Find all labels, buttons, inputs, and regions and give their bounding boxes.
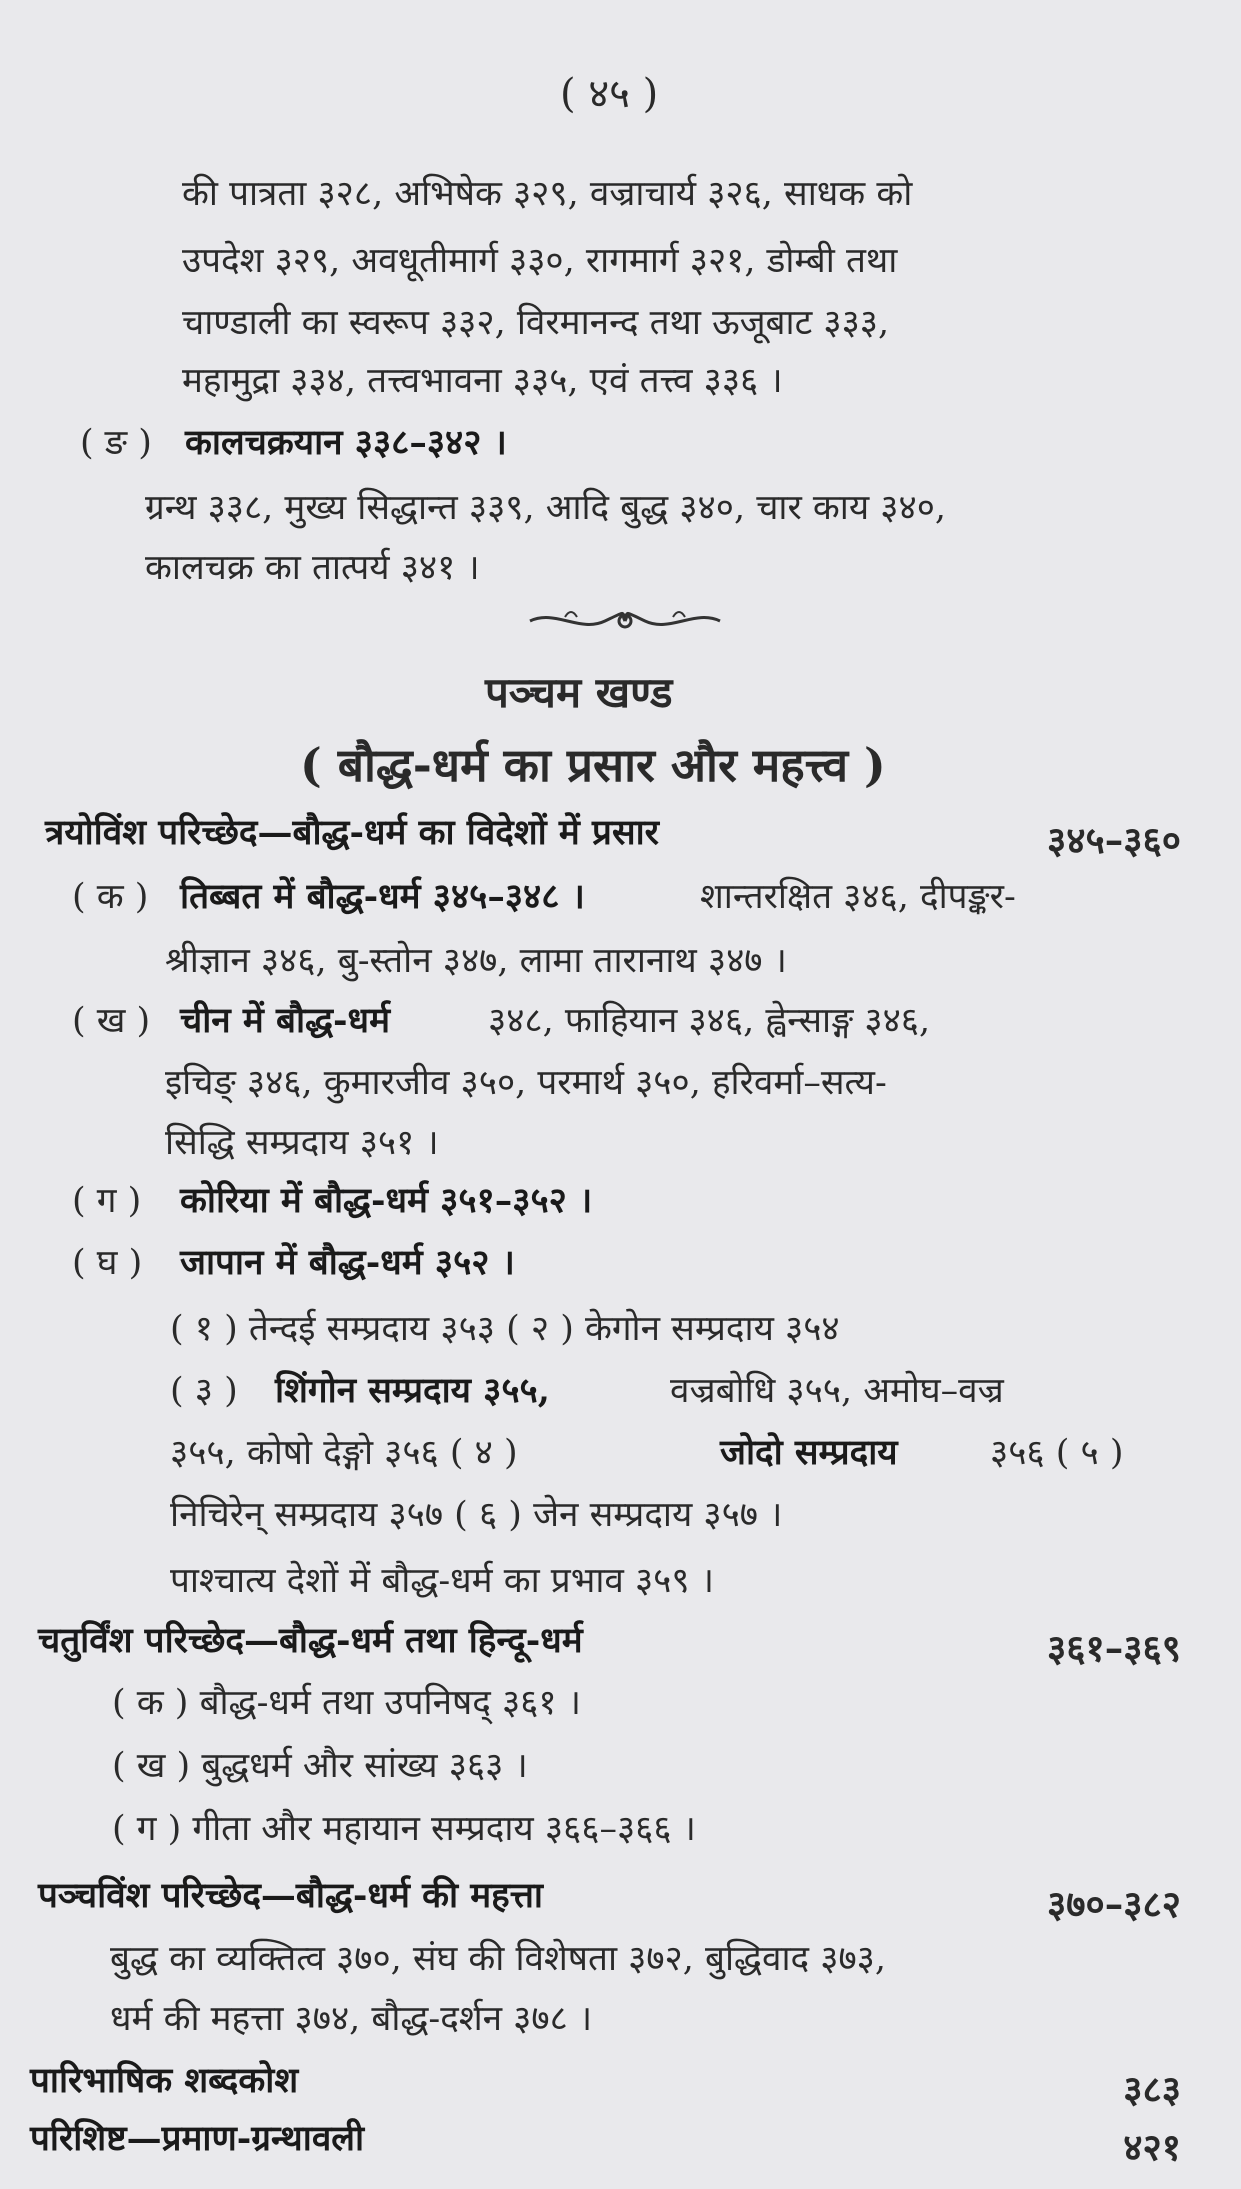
japan-heading: जापान में बौद्ध-धर्म ३५२ । (180, 1242, 515, 1283)
section-marker: ( ख ) (72, 1001, 151, 1041)
ornament-divider-icon (525, 603, 725, 639)
korea-heading: कोरिया में बौद्ध-धर्म ३५१–३५२ । (180, 1180, 593, 1221)
text-line: कालचक्र का तात्पर्य ३४१ । (145, 548, 480, 588)
section-title: पञ्चम खण्ड (485, 668, 673, 717)
text-line: पाश्चात्य देशों में बौद्ध-धर्म का प्रभाव ३५९ । (170, 1561, 714, 1601)
text-line: ग्रन्थ ३३८, मुख्य सिद्धान्त ३३९, आदि बुद्ध ३४०, चार काय ३४०, (145, 488, 947, 528)
text-line: ३५६ ( ५ ) (990, 1433, 1124, 1473)
section-marker: ( ङ ) (80, 423, 152, 463)
text-line: ( क ) बौद्ध-धर्म तथा उपनिषद् ३६१ । (112, 1683, 581, 1723)
text-line: उपदेश ३२९, अवधूतीमार्ग ३३०, रागमार्ग ३२१, डोम्बी तथा (182, 241, 898, 281)
text-line: चाण्डाली का स्वरूप ३३२, विरमानन्द तथा ऊजूबाट ३३३, (182, 303, 890, 343)
text-line: बुद्ध का व्यक्तित्व ३७०, संघ की विशेषता ३७२, बुद्धिवाद ३७३, (110, 1939, 886, 1979)
page-number: ( ४५ ) (560, 71, 659, 117)
shingon-heading: शिंगोन सम्प्रदाय ३५५, (275, 1370, 550, 1411)
text-line: की पात्रता ३२८, अभिषेक ३२९, वज्राचार्य ३२६, साधक को (182, 174, 913, 214)
chapter-page-range: ३६१–३६९ (1047, 1626, 1181, 1670)
glossary-page: ३८३ (1123, 2067, 1181, 2111)
section-marker: ( घ ) (72, 1243, 143, 1283)
jodo-heading: जोदो सम्प्रदाय (720, 1432, 898, 1473)
text-line: वज्रबोधि ३५५, अमोघ–वज्र (670, 1371, 1004, 1411)
text-line: ( १ ) तेन्दई सम्प्रदाय ३५३ ( २ ) केगोन सम्प्रदाय ३५४ (170, 1309, 840, 1349)
chapter-title: चतुर्विंश परिच्छेद—बौद्ध-धर्म तथा हिन्दू-धर्म (38, 1620, 583, 1661)
text-line: ३५५, कोषो देङ्गो ३५६ ( ४ ) (170, 1433, 518, 1473)
text-line: ( ग ) गीता और महायान सम्प्रदाय ३६६–३६६ । (112, 1809, 696, 1849)
chapter-title: त्रयोविंश परिच्छेद—बौद्ध-धर्म का विदेशों में प्रसार (45, 812, 659, 853)
text-line: ( ख ) बुद्धधर्म और सांख्य ३६३ । (112, 1746, 528, 1786)
text-line: इचिङ् ३४६, कुमारजीव ३५०, परमार्थ ३५०, हरिवर्मा–सत्य- (165, 1063, 887, 1103)
chapter-title: पञ्चविंश परिच्छेद—बौद्ध-धर्म की महत्ता (38, 1875, 543, 1916)
appendix-page: ४२१ (1123, 2125, 1181, 2169)
text-line: निचिरेन् सम्प्रदाय ३५७ ( ६ ) जेन सम्प्रदाय ३५७ । (170, 1495, 783, 1535)
section-marker: ( ग ) (72, 1181, 142, 1221)
kalachakra-heading: कालचक्रयान ३३८–३४२ । (185, 422, 507, 463)
section-marker: ( क ) (72, 877, 149, 917)
section-marker: ( ३ ) (170, 1371, 238, 1411)
tibet-heading: तिब्बत में बौद्ध-धर्म ३४५–३४८ । (180, 876, 585, 917)
appendix-title: परिशिष्ट—प्रमाण-ग्रन्थावली (30, 2118, 365, 2159)
chapter-page-range: ३४५–३६० (1047, 818, 1181, 862)
text-line: सिद्धि सम्प्रदाय ३५१ । (165, 1123, 439, 1163)
china-heading: चीन में बौद्ध-धर्म (180, 1000, 391, 1041)
text-line: महामुद्रा ३३४, तत्त्वभावना ३३५, एवं तत्त्व ३३६ । (182, 361, 783, 401)
text-line: धर्म की महत्ता ३७४, बौद्ध-दर्शन ३७८ । (110, 1999, 593, 2039)
section-subtitle: ( बौद्ध-धर्म का प्रसार और महत्त्व ) (300, 738, 886, 792)
glossary-title: पारिभाषिक शब्दकोश (30, 2060, 299, 2101)
text-line: ३४८, फाहियान ३४६, ह्वेन्साङ्ग ३४६, (488, 1001, 931, 1041)
text-line: शान्तरक्षित ३४६, दीपङ्कर- (700, 877, 1016, 917)
text-line: श्रीज्ञान ३४६, बु-स्तोन ३४७, लामा तारानाथ ३४७ । (165, 941, 787, 981)
chapter-page-range: ३७०–३८२ (1047, 1882, 1181, 1926)
